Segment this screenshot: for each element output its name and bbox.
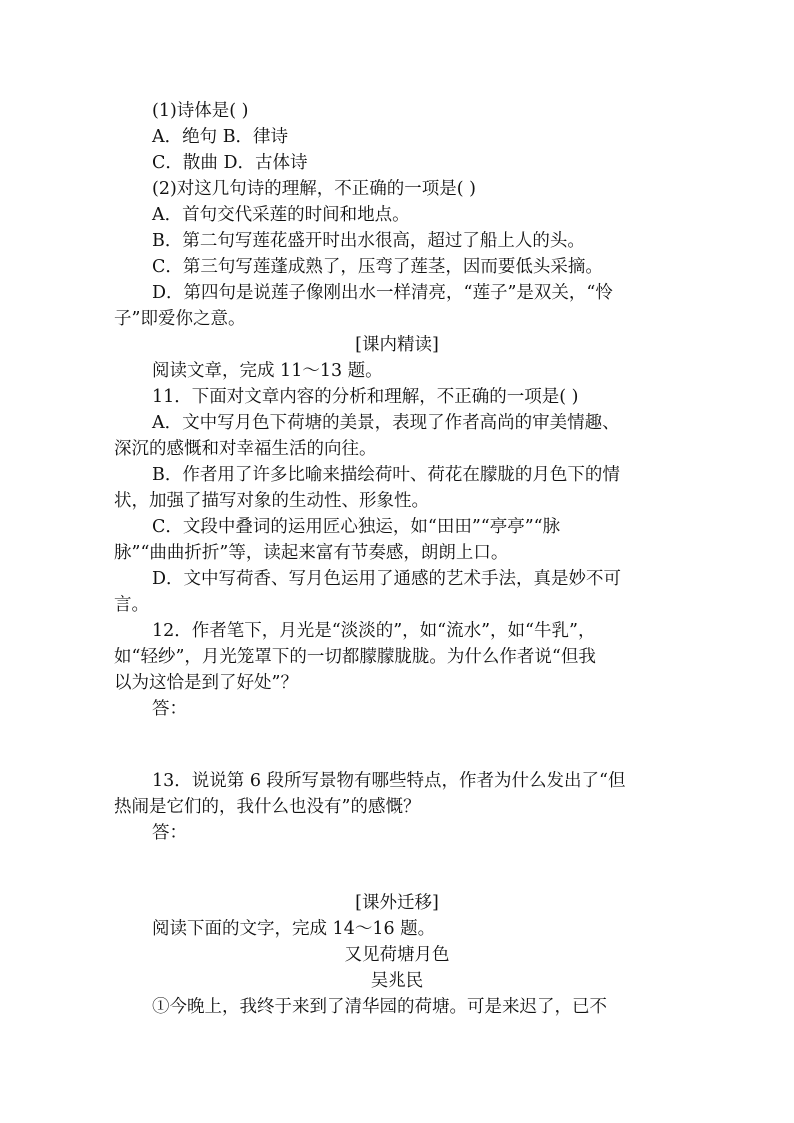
- q11-option-a-line2: 深沉的感慨和对幸福生活的向往。: [114, 439, 377, 459]
- q2-option-d-line2: 子”即爱你之意。: [114, 309, 246, 329]
- section-heading-extracurricular: [课外迁移]: [355, 893, 439, 913]
- q1-stem: (1)诗体是( ): [152, 101, 249, 121]
- q11-option-b-line1: B．作者用了许多比喻来描绘荷叶、荷花在朦胧的月色下的情: [152, 465, 620, 485]
- q11-stem: 11．下面对文章内容的分析和理解，不正确的一项是( ): [152, 387, 579, 407]
- q1-options-cd: C．散曲 D．古体诗: [152, 153, 308, 173]
- q11-option-b-line2: 状，加强了描写对象的生动性、形象性。: [114, 491, 429, 511]
- q2-option-a: A．首句交代采莲的时间和地点。: [152, 205, 410, 225]
- q11-option-a-line1: A．文中写月色下荷塘的美景，表现了作者高尚的审美情趣、: [152, 413, 620, 433]
- q13-answer-label: 答：: [152, 823, 187, 843]
- section-heading-in-class: [课内精读]: [355, 335, 439, 355]
- q2-option-c: C．第三句写莲蓬成熟了，压弯了莲茎，因而要低头采摘。: [152, 257, 603, 277]
- q2-stem: (2)对这几句诗的理解，不正确的一项是( ): [152, 179, 477, 199]
- article-author: 吴兆民: [370, 971, 424, 991]
- q1-options-ab: A．绝句 B．律诗: [152, 127, 289, 147]
- q11-option-c-line1: C．文段中叠词的运用匠心独运，如“田田”“亭亭”“脉: [152, 517, 561, 537]
- article-paragraph-1: ①今晚上，我终于来到了清华园的荷塘。可是来迟了，已不: [152, 997, 607, 1017]
- q13-line2: 热闹是它们的，我什么也没有”的感慨？: [114, 797, 421, 817]
- article-title: 又见荷塘月色: [344, 945, 450, 965]
- q12-answer-label: 答：: [152, 699, 187, 719]
- section-out-instruction: 阅读下面的文字，完成 14～16 题。: [152, 919, 436, 939]
- q11-option-d-line1: D．文中写荷香、写月色运用了通感的艺术手法，真是妙不可: [152, 569, 622, 589]
- q11-option-c-line2: 脉”“曲曲折折”等，读起来富有节奏感，朗朗上口。: [114, 543, 509, 563]
- q12-line1: 12．作者笔下，月光是“淡淡的”，如“流水”，如“牛乳”，: [152, 621, 596, 641]
- q2-option-d-line1: D．第四句是说莲子像刚出水一样清亮，“莲子”是双关，“怜: [152, 283, 613, 303]
- q12-line2: 如“轻纱”，月光笼罩下的一切都朦朦胧胧。为什么作者说“但我: [114, 647, 596, 667]
- section-in-instruction: 阅读文章，完成 11～13 题。: [152, 361, 383, 381]
- q11-option-d-line2: 言。: [114, 595, 149, 615]
- q2-option-b: B．第二句写莲花盛开时出水很高，超过了船上人的头。: [152, 231, 585, 251]
- q13-line1: 13．说说第 6 段所写景物有哪些特点，作者为什么发出了“但: [152, 771, 626, 791]
- q12-line3: 以为这恰是到了好处”？: [114, 673, 298, 693]
